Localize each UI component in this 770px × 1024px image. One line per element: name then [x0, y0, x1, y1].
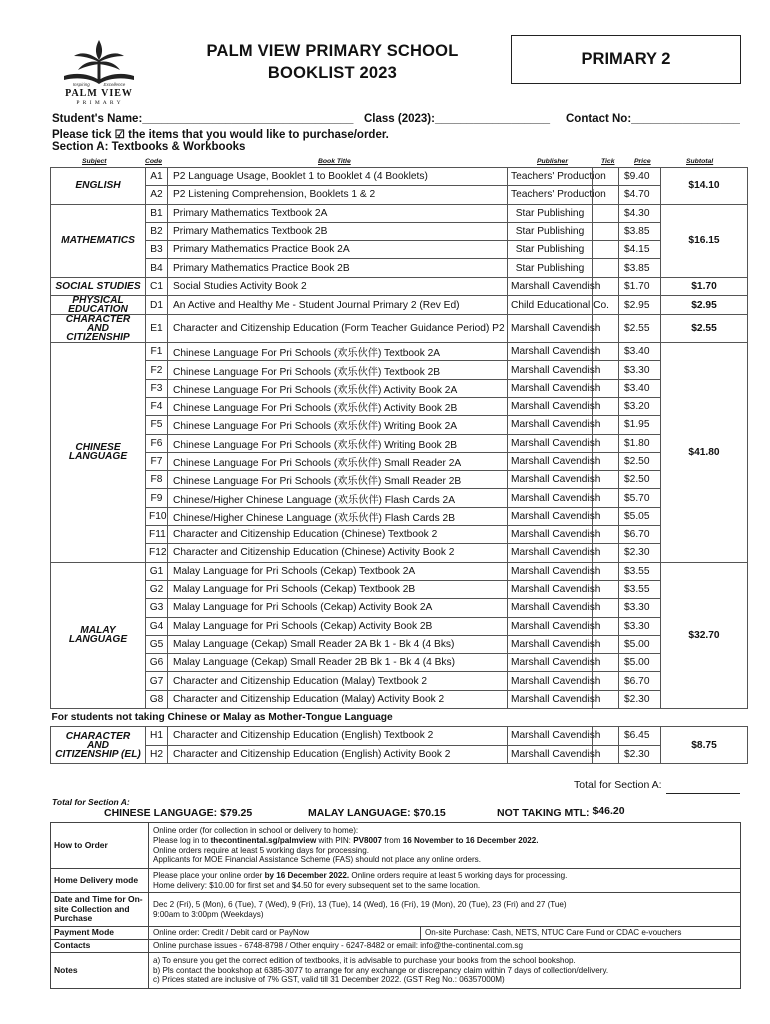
- price-cell: $3.30: [619, 361, 661, 379]
- booklist-title: BOOKLIST 2023: [267, 64, 398, 82]
- price-cell: $5.05: [619, 507, 661, 525]
- no-mtl-total-label: NOT TAKING MTL:: [497, 807, 590, 819]
- publisher-cell: Marshall Cavendish: [508, 544, 593, 562]
- table-row: [51, 397, 748, 415]
- contacts-label: Contacts: [51, 940, 149, 953]
- book-title-cell: Malay Language (Cekap) Small Reader 2B Bk 1 - Bk 4 (4 Bks): [168, 654, 508, 672]
- price-cell: $3.30: [619, 617, 661, 635]
- price-cell: $3.85: [619, 222, 661, 240]
- col-subject: Subject: [82, 158, 107, 165]
- subject-cell: CHINESE LANGUAGE: [51, 343, 146, 563]
- price-cell: $6.45: [619, 727, 661, 745]
- subject-cell: MATHEMATICS: [51, 204, 146, 277]
- no-mtl-total-value: $46.20: [592, 805, 625, 817]
- table-row: [51, 580, 748, 598]
- tick-box[interactable]: [593, 241, 619, 259]
- publisher-cell: Marshall Cavendish: [508, 361, 593, 379]
- subject-cell: SOCIAL STUDIES: [51, 277, 146, 295]
- code-cell: F8: [146, 471, 168, 489]
- booklist-table: [50, 167, 748, 764]
- table-row: [51, 259, 748, 277]
- code-cell: A2: [146, 186, 168, 204]
- code-cell: F4: [146, 397, 168, 415]
- book-title-cell: Chinese Language For Pri Schools (欢乐伙伴) Writing Book 2A: [168, 416, 508, 434]
- col-title: Book Title: [318, 158, 351, 165]
- subject-cell: PHYSICAL EDUCATION: [51, 296, 146, 315]
- price-cell: $9.40: [619, 168, 661, 186]
- price-cell: $2.55: [619, 315, 661, 343]
- book-title-cell: Character and Citizenship Education (Malay) Textbook 2: [168, 672, 508, 690]
- price-cell: $2.30: [619, 745, 661, 763]
- malay-total: [308, 807, 446, 819]
- book-title-cell: P2 Language Usage, Booklet 1 to Booklet 4 (4 Booklets): [168, 168, 508, 186]
- order-pin: PV8007: [353, 835, 382, 845]
- table-row: [51, 315, 748, 343]
- code-cell: E1: [146, 315, 168, 343]
- logo-text: PALM VIEW: [65, 88, 133, 99]
- price-cell: $2.30: [619, 690, 661, 708]
- publisher-cell: Teachers' Production: [508, 168, 593, 186]
- how-to-order-label: How to Order: [51, 823, 149, 869]
- table-row: [51, 599, 748, 617]
- price-cell: $1.70: [619, 277, 661, 295]
- price-cell: $6.70: [619, 672, 661, 690]
- price-cell: $3.40: [619, 379, 661, 397]
- price-cell: $6.70: [619, 526, 661, 544]
- code-cell: H2: [146, 745, 168, 763]
- publisher-cell: Marshall Cavendish: [508, 471, 593, 489]
- table-row: [51, 635, 748, 653]
- price-cell: $2.50: [619, 471, 661, 489]
- publisher-cell: Star Publishing: [508, 259, 593, 277]
- publisher-cell: Teachers' Production: [508, 186, 593, 204]
- subtotal-cell: $41.80: [661, 343, 748, 563]
- subtotal-cell: $2.55: [661, 315, 748, 343]
- code-cell: A1: [146, 168, 168, 186]
- school-name: PALM VIEW PRIMARY SCHOOL: [206, 42, 459, 60]
- subject-cell: ENGLISH: [51, 168, 146, 205]
- table-row: [51, 241, 748, 259]
- code-cell: F12: [146, 544, 168, 562]
- publisher-cell: Marshall Cavendish: [508, 690, 593, 708]
- collection-label: Date and Time for On-site Collection and Purchase: [51, 893, 149, 927]
- chinese-total: [104, 807, 252, 819]
- book-title-cell: Chinese Language For Pri Schools (欢乐伙伴) Writing Book 2B: [168, 434, 508, 452]
- publisher-cell: Marshall Cavendish: [508, 562, 593, 580]
- book-title-cell: Malay Language for Pri Schools (Cekap) Activity Book 2A: [168, 599, 508, 617]
- publisher-cell: Star Publishing: [508, 204, 593, 222]
- price-cell: $5.70: [619, 489, 661, 507]
- publisher-cell: Marshall Cavendish: [508, 397, 593, 415]
- table-row: [51, 507, 748, 525]
- publisher-cell: Marshall Cavendish: [508, 315, 593, 343]
- publisher-cell: Marshall Cavendish: [508, 379, 593, 397]
- page-title: [160, 40, 505, 84]
- level-badge: PRIMARY 2: [511, 35, 741, 84]
- table-row: [51, 277, 748, 295]
- table-row: [51, 296, 748, 315]
- malay-total-label: MALAY LANGUAGE:: [308, 807, 411, 819]
- book-title-cell: P2 Listening Comprehension, Booklets 1 & 2: [168, 186, 508, 204]
- book-title-cell: Character and Citizenship Education (Form Teacher Guidance Period) P2: [168, 315, 508, 343]
- code-cell: F7: [146, 452, 168, 470]
- publisher-cell: Child Educational Co.: [508, 296, 593, 315]
- book-title-cell: Primary Mathematics Practice Book 2A: [168, 241, 508, 259]
- total-for-label: Total for Section A:: [52, 797, 130, 807]
- payment-online: Online order: Credit / Debit card or PayNow: [149, 927, 421, 940]
- home-delivery-text: Please place your online order by 16 December 2022. Online orders require at least 5 working days for processing. Home delivery: $10.00 for first set and $4.50 for every subsequent set to the same location.: [149, 869, 741, 893]
- price-cell: $2.95: [619, 296, 661, 315]
- book-title-cell: Chinese/Higher Chinese Language (欢乐伙伴) Flash Cards 2B: [168, 507, 508, 525]
- price-cell: $3.55: [619, 562, 661, 580]
- total-section-a-blank[interactable]: [666, 793, 740, 794]
- section-heading: Section A: Textbooks & Workbooks: [52, 141, 246, 153]
- table-row: [51, 562, 748, 580]
- payment-onsite: On-site Purchase: Cash, NETS, NTUC Care Fund or CDAC e-vouchers: [421, 927, 741, 940]
- book-title-cell: Chinese/Higher Chinese Language (欢乐伙伴) Flash Cards 2A: [168, 489, 508, 507]
- table-row: [51, 222, 748, 240]
- code-cell: G8: [146, 690, 168, 708]
- publisher-cell: Marshall Cavendish: [508, 277, 593, 295]
- price-cell: $5.00: [619, 635, 661, 653]
- book-title-cell: Character and Citizenship Education (English) Activity Book 2: [168, 745, 508, 763]
- price-cell: $3.85: [619, 259, 661, 277]
- publisher-cell: Marshall Cavendish: [508, 416, 593, 434]
- notes-label: Notes: [51, 953, 149, 989]
- total-section-a-label: Total for Section A:: [574, 779, 662, 791]
- publisher-cell: Marshall Cavendish: [508, 599, 593, 617]
- class-field[interactable]: Class (2023):__________________: [364, 113, 551, 125]
- code-cell: F6: [146, 434, 168, 452]
- student-name-field[interactable]: Student's Name:_________________________________: [52, 113, 354, 125]
- subject-cell: CHARACTER AND CITIZENSHIP: [51, 315, 146, 343]
- publisher-cell: Marshall Cavendish: [508, 489, 593, 507]
- book-title-cell: Chinese Language For Pri Schools (欢乐伙伴) Textbook 2B: [168, 361, 508, 379]
- price-cell: $3.30: [619, 599, 661, 617]
- publisher-cell: Marshall Cavendish: [508, 452, 593, 470]
- col-publisher: Publisher: [537, 158, 568, 165]
- book-title-cell: Primary Mathematics Textbook 2B: [168, 222, 508, 240]
- book-title-cell: Chinese Language For Pri Schools (欢乐伙伴) Small Reader 2B: [168, 471, 508, 489]
- table-row: [51, 416, 748, 434]
- table-row: [51, 727, 748, 745]
- book-title-cell: Chinese Language For Pri Schools (欢乐伙伴) Textbook 2A: [168, 343, 508, 361]
- price-cell: $1.80: [619, 434, 661, 452]
- table-row: [51, 690, 748, 708]
- subtotal-cell: $8.75: [661, 727, 748, 764]
- publisher-cell: Marshall Cavendish: [508, 617, 593, 635]
- price-cell: $4.70: [619, 186, 661, 204]
- notes-text: a) To ensure you get the correct edition of textbooks, it is advisable to purchase your books from the school bookshop. b) Pls contact the bookshop at 6385-3077 to arrange for any exchange or discrepancy claim within 7 days of collection/delivery. c) Prices stated are inclusive of 7% GST, valid till 31 December 2022. (GST Reg No.: 06357000M): [149, 953, 741, 989]
- publisher-cell: Marshall Cavendish: [508, 727, 593, 745]
- contacts-text: Online purchase issues - 6748-8798 / Other enquiry - 6247-8482 or email: info@the-continental.com.sg: [149, 940, 741, 953]
- code-cell: B1: [146, 204, 168, 222]
- col-tick: Tick: [601, 158, 615, 165]
- subtotal-cell: $16.15: [661, 204, 748, 277]
- publisher-cell: Marshall Cavendish: [508, 526, 593, 544]
- code-cell: B2: [146, 222, 168, 240]
- contact-field[interactable]: Contact No:_________________: [566, 113, 740, 125]
- table-row: [51, 204, 748, 222]
- publisher-cell: Marshall Cavendish: [508, 672, 593, 690]
- malay-total-value: $70.15: [413, 807, 446, 819]
- code-cell: G6: [146, 654, 168, 672]
- subtotal-cell: $14.10: [661, 168, 748, 205]
- chinese-total-value: $79.25: [220, 807, 253, 819]
- price-cell: $1.95: [619, 416, 661, 434]
- publisher-cell: Marshall Cavendish: [508, 507, 593, 525]
- table-row: [51, 672, 748, 690]
- book-title-cell: Character and Citizenship Education (English) Textbook 2: [168, 727, 508, 745]
- col-subtotal: Subtotal: [686, 158, 714, 165]
- subtotal-cell: $1.70: [661, 277, 748, 295]
- code-cell: G3: [146, 599, 168, 617]
- book-title-cell: Malay Language for Pri Schools (Cekap) Textbook 2A: [168, 562, 508, 580]
- table-row: [51, 434, 748, 452]
- table-row: [51, 168, 748, 186]
- book-title-cell: Primary Mathematics Textbook 2A: [168, 204, 508, 222]
- publisher-cell: Marshall Cavendish: [508, 654, 593, 672]
- logo-motto-right: Excellence: [103, 82, 126, 87]
- subtotal-cell: $2.95: [661, 296, 748, 315]
- table-row: [51, 361, 748, 379]
- home-delivery-label: Home Delivery mode: [51, 869, 149, 893]
- collection-text: Dec 2 (Fri), 5 (Mon), 6 (Tue), 7 (Wed), 9 (Fri), 13 (Tue), 14 (Wed), 16 (Fri), 19 (Mon), 20 (Tue), 23 (Fri) and 27 (Tue) 9:00am to 3:00pm (Weekdays): [149, 893, 741, 927]
- table-row: [51, 379, 748, 397]
- code-cell: G4: [146, 617, 168, 635]
- table-row: [51, 654, 748, 672]
- publisher-cell: Star Publishing: [508, 222, 593, 240]
- price-cell: $3.40: [619, 343, 661, 361]
- publisher-cell: Marshall Cavendish: [508, 434, 593, 452]
- table-row: [51, 526, 748, 544]
- book-title-cell: Social Studies Activity Book 2: [168, 277, 508, 295]
- code-cell: F5: [146, 416, 168, 434]
- col-code: Code: [145, 158, 162, 165]
- book-title-cell: Character and Citizenship Education (Malay) Activity Book 2: [168, 690, 508, 708]
- tick-box[interactable]: [593, 204, 619, 222]
- code-cell: G2: [146, 580, 168, 598]
- price-cell: $2.30: [619, 544, 661, 562]
- book-title-cell: Character and Citizenship Education (Chinese) Textbook 2: [168, 526, 508, 544]
- chinese-total-label: CHINESE LANGUAGE:: [104, 807, 218, 819]
- code-cell: G7: [146, 672, 168, 690]
- code-cell: F10: [146, 507, 168, 525]
- table-row: [51, 745, 748, 763]
- code-cell: D1: [146, 296, 168, 315]
- code-cell: F1: [146, 343, 168, 361]
- price-cell: $4.15: [619, 241, 661, 259]
- table-row: [51, 186, 748, 204]
- price-cell: $3.55: [619, 580, 661, 598]
- table-row: [51, 452, 748, 470]
- table-row: [51, 544, 748, 562]
- publisher-cell: Marshall Cavendish: [508, 580, 593, 598]
- book-title-cell: Character and Citizenship Education (Chinese) Activity Book 2: [168, 544, 508, 562]
- payment-label: Payment Mode: [51, 927, 149, 940]
- price-cell: $3.20: [619, 397, 661, 415]
- book-title-cell: Malay Language for Pri Schools (Cekap) Textbook 2B: [168, 580, 508, 598]
- note-row: [51, 709, 748, 727]
- book-title-cell: An Active and Healthy Me - Student Journal Primary 2 (Rev Ed): [168, 296, 508, 315]
- how-to-order-text: Online order (for collection in school or delivery to home): Please log in to thecontinental.sg/palmview with PIN: PV8007 from 16 November to 16 December 2022. Online orders require at least 5 working days for processing. Applicants for MOE Financial Assistance Scheme (FAS) should not place any online orders.: [149, 823, 741, 869]
- subject-cell: CHARACTER AND CITIZENSHIP (EL): [51, 727, 146, 764]
- tick-box[interactable]: [593, 259, 619, 277]
- publisher-cell: Marshall Cavendish: [508, 343, 593, 361]
- code-cell: F9: [146, 489, 168, 507]
- book-title-cell: Chinese Language For Pri Schools (欢乐伙伴) Small Reader 2A: [168, 452, 508, 470]
- col-price: Price: [634, 158, 651, 165]
- tick-box[interactable]: [593, 222, 619, 240]
- instruction-text: Please tick ☑ the items that you would like to purchase/order.: [52, 129, 389, 141]
- subtotal-cell: $32.70: [661, 562, 748, 708]
- order-info-table: [50, 822, 741, 989]
- price-cell: $5.00: [619, 654, 661, 672]
- publisher-cell: Marshall Cavendish: [508, 635, 593, 653]
- book-title-cell: Chinese Language For Pri Schools (欢乐伙伴) Activity Book 2A: [168, 379, 508, 397]
- code-cell: C1: [146, 277, 168, 295]
- code-cell: G5: [146, 635, 168, 653]
- book-title-cell: Chinese Language For Pri Schools (欢乐伙伴) Activity Book 2B: [168, 397, 508, 415]
- logo-motto-left: Inspiring: [72, 82, 90, 87]
- code-cell: F11: [146, 526, 168, 544]
- table-row: [51, 471, 748, 489]
- no-mtl-total: [497, 807, 625, 819]
- price-cell: $2.50: [619, 452, 661, 470]
- book-title-cell: Malay Language (Cekap) Small Reader 2A Bk 1 - Bk 4 (4 Bks): [168, 635, 508, 653]
- publisher-cell: Star Publishing: [508, 241, 593, 259]
- school-logo: [56, 36, 142, 108]
- mtl-exemption-note: For students not taking Chinese or Malay as Mother-Tongue Language: [51, 709, 748, 727]
- code-cell: B3: [146, 241, 168, 259]
- price-cell: $4.30: [619, 204, 661, 222]
- publisher-cell: Marshall Cavendish: [508, 745, 593, 763]
- code-cell: G1: [146, 562, 168, 580]
- order-website-link[interactable]: thecontinental.sg/palmview: [210, 835, 317, 845]
- logo-subtext: P R I M A R Y: [76, 100, 122, 106]
- table-row: [51, 617, 748, 635]
- book-title-cell: Malay Language for Pri Schools (Cekap) Activity Book 2B: [168, 617, 508, 635]
- code-cell: B4: [146, 259, 168, 277]
- code-cell: F3: [146, 379, 168, 397]
- book-title-cell: Primary Mathematics Practice Book 2B: [168, 259, 508, 277]
- table-row: [51, 343, 748, 361]
- subject-cell: MALAY LANGUAGE: [51, 562, 146, 708]
- table-row: [51, 489, 748, 507]
- code-cell: H1: [146, 727, 168, 745]
- code-cell: F2: [146, 361, 168, 379]
